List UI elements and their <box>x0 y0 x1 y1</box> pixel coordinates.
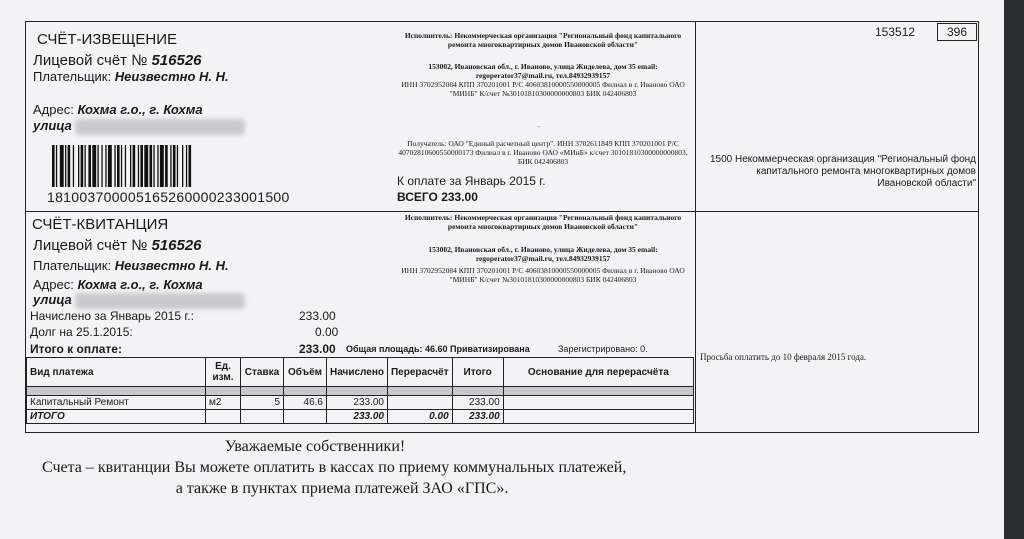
th-recalc-reason: Основание для перерасчёта <box>503 358 693 387</box>
th-volume: Объём <box>284 358 327 387</box>
redacted-street <box>75 119 245 135</box>
receipt-debt-label: Долг на 25.1.2015: <box>30 325 133 339</box>
th-unit: Ед. изм. <box>206 358 241 387</box>
notice-total: ВСЕГО 233.00 <box>397 190 478 204</box>
cell-total-total: 233.00 <box>452 410 503 424</box>
notice-account <box>33 52 202 69</box>
receipt-executor-bank: ИНН 3702952084 КПП 370201001 Р/С 40603810000550000005 Филиал в г. Иваново ОАО "МИНБ" К/счет №30101810300000000803 БИК 042406803 <box>401 266 685 284</box>
cell-recalc <box>387 396 452 410</box>
cell-total-reason <box>503 410 693 424</box>
notice-address <box>33 102 203 117</box>
footer-line1: Уважаемые собственники! <box>224 438 406 455</box>
receipt-registered: Зарегистрировано: 0. <box>558 344 648 354</box>
cell-total-label: ИТОГО <box>27 410 206 424</box>
receipt-street-label: улица <box>33 292 72 307</box>
notice-payer <box>33 69 229 84</box>
cell-payment-type: Капитальный Ремонт <box>27 396 206 410</box>
th-payment-type: Вид платежа <box>27 358 206 387</box>
receipt-street <box>33 292 245 309</box>
cell-total-unit <box>206 410 241 424</box>
receipt-payer <box>33 258 229 273</box>
receipt-topay-value: 233.00 <box>299 342 336 356</box>
cell-total-recalc: 0.00 <box>387 410 452 424</box>
receipt-executor-address: 153002, Ивановская обл., г. Иваново, улица Жиделева, дом 35 email: regoperator37@mail.ru, тел.84932939157 <box>428 245 658 263</box>
receipt-payer-name: Неизвестно Н. Н. <box>114 258 229 273</box>
cell-total-accrued: 233.00 <box>327 410 388 424</box>
receipt-debt-value: 0.00 <box>315 325 339 339</box>
background-edge <box>1004 0 1024 539</box>
notice-code2: 396 <box>937 23 977 41</box>
table-header-row <box>27 358 694 387</box>
cell-total-volume <box>284 410 327 424</box>
receipt-due-note: Просьба оплатить до 10 февраля 2015 года. <box>700 352 867 362</box>
receipt-address <box>33 277 203 292</box>
cell-accrued: 233.00 <box>327 396 388 410</box>
receipt-payer-label: Плательщик: <box>33 258 112 273</box>
cell-rate: 5 <box>241 396 284 410</box>
th-accrued: Начислено <box>327 358 388 387</box>
notice-org-code: 1500 Некоммерческая организация "Региональный фонд капитального ремонта многоквартирных домов Ивановской области" <box>710 154 976 189</box>
cell-volume: 46.6 <box>284 396 327 410</box>
footer-line3: а также в пунктах приема платежей ЗАО «ГПС». <box>175 480 509 497</box>
th-total: Итого <box>452 358 503 387</box>
receipt-accrued-value: 233.00 <box>299 309 336 323</box>
footer-line2: Счета – квитанции Вы можете оплатить в кассах по приему коммунальных платежей, <box>42 459 627 476</box>
redacted-street <box>75 293 245 309</box>
cell-unit: м2 <box>206 396 241 410</box>
barcode <box>52 145 306 187</box>
receipt-account <box>33 237 202 254</box>
vertical-divider <box>695 21 696 433</box>
notice-pay-for: К оплате за Январь 2015 г. <box>397 174 546 188</box>
horizontal-divider <box>25 211 979 212</box>
notice-executor-address: 153002, Ивановская обл., г. Иваново, улица Жиделева, дом 35 email: regoperator37@mail.ru, тел.84932939157 <box>428 62 658 80</box>
notice-executor: Исполнитель: Некоммерческая организация "Региональный фонд капитального ремонта многоквартирных домов Ивановской области" <box>404 31 682 49</box>
receipt-account-label: Лицевой счёт № <box>33 237 148 254</box>
th-rate: Ставка <box>241 358 284 387</box>
notice-address-label: Адрес: <box>33 102 74 117</box>
receipt-topay-label: Итого к оплате: <box>30 342 122 356</box>
notice-payer-name: Неизвестно Н. Н. <box>114 69 229 84</box>
cell-recalc-reason <box>503 396 693 410</box>
notice-dot: . <box>538 120 540 129</box>
notice-street-label: улица <box>33 118 72 133</box>
notice-title: СЧЁТ-ИЗВЕЩЕНИЕ <box>37 31 178 48</box>
notice-receiver: Получатель: ОАО "Единый расчетный центр". ИНН 3702611849 КПП 370201001 Р/С 40702810600550000173 Филиал в г. Иваново ОАО «МИнБ» к/счет 30101810300000000803, БИК 042406803 <box>398 139 688 166</box>
notice-street <box>33 118 245 135</box>
cell-total: 233.00 <box>452 396 503 410</box>
notice-payer-label: Плательщик: <box>33 69 112 84</box>
notice-code1: 153512 <box>875 25 916 39</box>
receipt-area-info: Общая площадь: 46.60 Приватизирована <box>346 344 530 354</box>
notice-executor-bank: ИНН 3702952084 КПП 370201001 Р/С 40603810000550000005 Филиал в г. Иваново ОАО "МИНБ" К/счет №30101810300000000803 БИК 042406803 <box>401 80 685 98</box>
receipt-address-label: Адрес: <box>33 277 74 292</box>
cell-total-rate <box>241 410 284 424</box>
receipt-executor: Исполнитель: Некоммерческая организация "Региональный фонд капитального ремонта многоквартирных домов Ивановской области" <box>404 213 682 231</box>
table-spacer-row <box>27 387 694 396</box>
barcode-number: 181003700005165260000233001500 <box>47 189 290 205</box>
receipt-account-number: 516526 <box>151 237 202 254</box>
receipt-address-city: Кохма г.о., г. Кохма <box>77 277 203 292</box>
notice-address-city: Кохма г.о., г. Кохма <box>77 102 203 117</box>
th-recalc: Перерасчёт <box>387 358 452 387</box>
notice-account-number: 516526 <box>151 52 202 69</box>
notice-account-label: Лицевой счёт № <box>33 52 148 69</box>
table-total-row <box>27 410 694 424</box>
table-row <box>27 396 694 410</box>
receipt-accrued-label: Начислено за Январь 2015 г.: <box>30 309 194 323</box>
charges-table <box>26 357 694 424</box>
receipt-title: СЧЁТ-КВИТАНЦИЯ <box>32 216 169 233</box>
